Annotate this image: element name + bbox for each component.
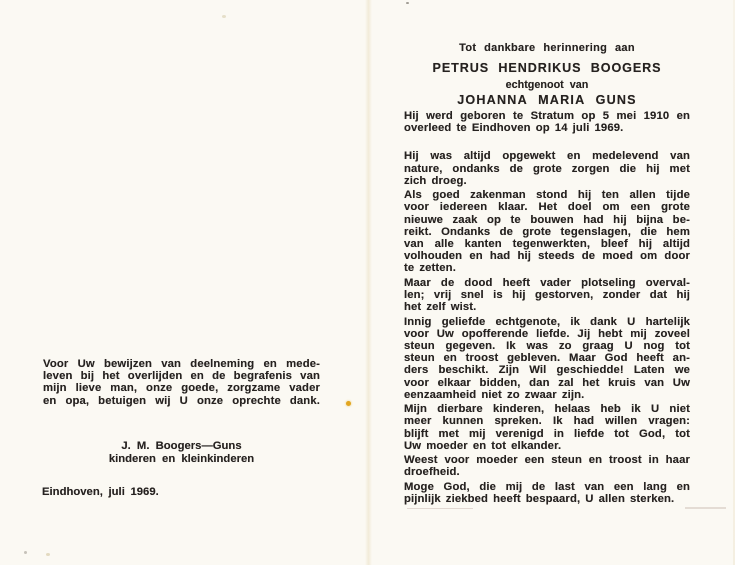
text-line: te zetten. — [404, 262, 456, 275]
signature-name: J. M. Boogers—Guns — [121, 440, 242, 452]
paragraph-businessman — [404, 189, 690, 274]
relation-line: echtgenoot van — [505, 79, 589, 91]
text-line: leven bij het overlijden en de begrafenis van — [43, 370, 320, 383]
text-line: volhouden en had hij steeds de moed om door — [404, 250, 690, 263]
text-line: Hij was altijd opgewekt en medelevend van — [404, 150, 690, 163]
text-line: Weest voor moeder een steun en troost in haar — [404, 454, 690, 467]
scan-speck — [222, 15, 226, 18]
gold-speck — [346, 401, 351, 406]
birth-death-line — [404, 110, 690, 134]
text-line: nieuwe zaak op te bouwen had hij bijna be- — [404, 213, 690, 226]
text-line: steun gegeven. Ik was zo graag U nog tot — [404, 340, 690, 353]
text-line: van alle kanten tegenwerkten, bleef hij altijd — [404, 238, 690, 251]
scan-edge-line — [685, 507, 726, 509]
text-line: Maar de dood heeft vader plotseling overval- — [404, 276, 690, 289]
spouse-name: JOHANNA MARIA GUNS — [457, 93, 637, 107]
text-line: droefheid. — [404, 466, 460, 479]
text-line: zich droeg. — [404, 174, 467, 187]
dedication-line: Tot dankbare herinnering aan — [459, 42, 635, 54]
paragraph-support-mother — [404, 454, 690, 478]
memorial-text — [404, 150, 690, 505]
dateline: Eindhoven, juli 1969. — [42, 486, 159, 498]
text-line: pijnlijk ziekbed heeft bespaard, U allen sterken. — [404, 493, 675, 506]
text-line: blijft met mij verenigd in liefde tot God, tot — [404, 427, 690, 440]
text-line: en opa, betuigen wij U onze oprechte dank. — [43, 394, 320, 407]
text-line: Als goed zakenman stond hij ten allen tijde — [404, 189, 690, 202]
right-page-column — [404, 0, 690, 507]
paragraph-to-children — [404, 403, 690, 452]
text-line: Uw moeder en tot elkander. — [404, 439, 562, 452]
text-line: Mijn dierbare kinderen, helaas heb ik U niet — [404, 403, 690, 416]
text-line: Voor Uw bewijzen van deelneming en mede- — [43, 358, 320, 370]
paragraph-sudden-death — [404, 277, 690, 314]
paragraph-character — [404, 150, 690, 187]
text-line: reikt. Ondanks de grote tegenslagen, die hem — [404, 225, 690, 238]
text-line: Moge God, die mij de last van een lang en — [404, 480, 690, 493]
text-line: overleed te Eindhoven op 14 juli 1969. — [404, 122, 624, 135]
paragraph-closing-prayer — [404, 481, 690, 505]
scan-speck — [46, 553, 50, 556]
text-line: steun en troost gebleven. Maar God heeft an- — [404, 352, 690, 365]
text-line: Innig geliefde echtgenote, ik dank U hartelijk — [404, 315, 690, 328]
text-line: mijn lieve man, onze goede, zorgzame vader — [43, 382, 320, 395]
text-line: het zelf wist. — [404, 301, 477, 314]
text-line: voor elkaar bidden, dan zal het kruis van Uw — [404, 376, 690, 389]
scan-speck — [24, 551, 27, 554]
deceased-name: PETRUS HENDRIKUS BOOGERS — [432, 61, 662, 75]
scan-edge-line — [407, 508, 473, 509]
text-line: Hij werd geboren te Stratum op 5 mei 1910 en — [404, 110, 690, 122]
text-line: voor iedereen klaar. Het doel om een grote — [404, 201, 690, 214]
paragraph-to-wife — [404, 316, 690, 401]
text-line: meer kunnen spreken. Ik had willen vragen: — [404, 415, 690, 428]
signature-subtext: kinderen en kleinkinderen — [108, 452, 255, 465]
text-line: len; vrij snel is hij gestorven, zonder dat hij — [404, 289, 690, 302]
text-line: nature, ondanks de grote zorgen die hij met — [404, 162, 690, 175]
text-line: ders beschikt. Zijn Wil geschiedde! Laten we — [404, 364, 690, 377]
scan-speck — [406, 2, 409, 4]
text-line: voor Uw opofferende liefde. Jij hebt mij zoveel — [404, 327, 690, 340]
text-line: eenzaamheid niet zo zwaar zijn. — [404, 388, 585, 401]
